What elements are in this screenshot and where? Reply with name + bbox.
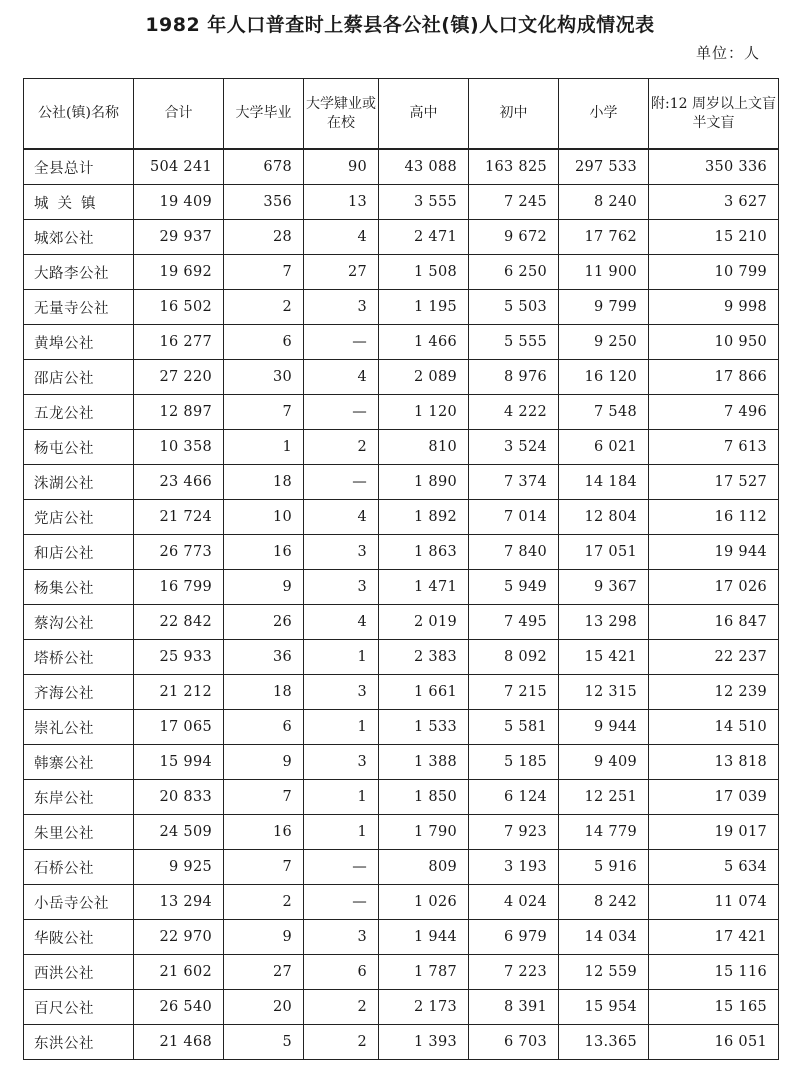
cell-name: 杨屯公社	[24, 430, 134, 465]
cell-college-attending: 2	[304, 430, 379, 465]
table-row	[24, 675, 779, 710]
cell-total: 20 833	[134, 780, 224, 815]
cell-primary: 14 184	[559, 465, 649, 500]
cell-total: 9 925	[134, 850, 224, 885]
cell-college-graduate: 27	[224, 955, 304, 990]
cell-college-graduate: 30	[224, 360, 304, 395]
cell-college-graduate: 16	[224, 535, 304, 570]
cell-total: 16 277	[134, 325, 224, 360]
cell-college-graduate: 28	[224, 220, 304, 255]
cell-primary: 9 409	[559, 745, 649, 780]
cell-name: 大路李公社	[24, 255, 134, 290]
cell-illiterate: 15 116	[649, 955, 779, 990]
table-row	[24, 500, 779, 535]
cell-illiterate: 17 527	[649, 465, 779, 500]
cell-junior-high: 163 825	[469, 149, 559, 185]
cell-total: 24 509	[134, 815, 224, 850]
cell-junior-high: 6 979	[469, 920, 559, 955]
cell-name: 石桥公社	[24, 850, 134, 885]
cell-total: 21 212	[134, 675, 224, 710]
cell-primary: 6 021	[559, 430, 649, 465]
cell-name: 东洪公社	[24, 1025, 134, 1060]
table-row	[24, 640, 779, 675]
cell-illiterate: 17 421	[649, 920, 779, 955]
cell-college-attending: —	[304, 395, 379, 430]
table-row	[24, 325, 779, 360]
cell-illiterate: 16 112	[649, 500, 779, 535]
cell-college-attending: 3	[304, 675, 379, 710]
cell-junior-high: 7 014	[469, 500, 559, 535]
cell-junior-high: 7 923	[469, 815, 559, 850]
cell-junior-high: 3 524	[469, 430, 559, 465]
cell-illiterate: 9 998	[649, 290, 779, 325]
cell-college-attending: 4	[304, 220, 379, 255]
cell-illiterate: 350 336	[649, 149, 779, 185]
cell-college-attending: 4	[304, 605, 379, 640]
cell-college-graduate: 2	[224, 290, 304, 325]
cell-junior-high: 4 222	[469, 395, 559, 430]
column-header-illiterate: 附:12 周岁以上文盲半文盲	[649, 79, 779, 150]
table-row	[24, 395, 779, 430]
cell-college-attending: 3	[304, 745, 379, 780]
column-header-junior-high: 初中	[469, 79, 559, 150]
cell-college-attending: 27	[304, 255, 379, 290]
table-row	[24, 885, 779, 920]
cell-junior-high: 7 374	[469, 465, 559, 500]
cell-college-graduate: 7	[224, 850, 304, 885]
cell-illiterate: 17 866	[649, 360, 779, 395]
table-row	[24, 815, 779, 850]
cell-name: 西洪公社	[24, 955, 134, 990]
cell-college-graduate: 6	[224, 710, 304, 745]
cell-name: 小岳寺公社	[24, 885, 134, 920]
cell-college-graduate: 18	[224, 675, 304, 710]
column-header-primary: 小学	[559, 79, 649, 150]
cell-college-attending: 4	[304, 360, 379, 395]
table-row	[24, 850, 779, 885]
cell-college-attending: 90	[304, 149, 379, 185]
cell-college-attending: 3	[304, 570, 379, 605]
cell-college-graduate: 9	[224, 745, 304, 780]
cell-college-graduate: 6	[224, 325, 304, 360]
table-row	[24, 465, 779, 500]
cell-name: 韩寨公社	[24, 745, 134, 780]
cell-total: 27 220	[134, 360, 224, 395]
cell-college-attending: 4	[304, 500, 379, 535]
cell-junior-high: 3 193	[469, 850, 559, 885]
cell-junior-high: 7 245	[469, 185, 559, 220]
table-header-row	[24, 79, 779, 150]
cell-college-graduate: 20	[224, 990, 304, 1025]
table-row	[24, 430, 779, 465]
cell-name: 城关镇	[24, 185, 134, 220]
table-row	[24, 955, 779, 990]
cell-name: 崇礼公社	[24, 710, 134, 745]
cell-total: 19 692	[134, 255, 224, 290]
table-row	[24, 710, 779, 745]
cell-primary: 12 315	[559, 675, 649, 710]
cell-total: 21 468	[134, 1025, 224, 1060]
cell-name: 塔桥公社	[24, 640, 134, 675]
table-row	[24, 290, 779, 325]
cell-junior-high: 8 391	[469, 990, 559, 1025]
column-header-total: 合计	[134, 79, 224, 150]
cell-total: 23 466	[134, 465, 224, 500]
cell-primary: 8 240	[559, 185, 649, 220]
cell-high-school: 43 088	[379, 149, 469, 185]
cell-college-graduate: 7	[224, 780, 304, 815]
cell-high-school: 1 471	[379, 570, 469, 605]
cell-total: 21 724	[134, 500, 224, 535]
table-title: 1982 年人口普查时上蔡县各公社(镇)人口文化构成情况表	[145, 14, 655, 36]
cell-high-school: 810	[379, 430, 469, 465]
cell-junior-high: 7 215	[469, 675, 559, 710]
cell-primary: 9 250	[559, 325, 649, 360]
cell-name: 和店公社	[24, 535, 134, 570]
cell-primary: 13.365	[559, 1025, 649, 1060]
column-header-college-graduate: 大学毕业	[224, 79, 304, 150]
cell-total: 19 409	[134, 185, 224, 220]
cell-total: 15 994	[134, 745, 224, 780]
cell-illiterate: 17 026	[649, 570, 779, 605]
table-row	[24, 360, 779, 395]
cell-name: 华陂公社	[24, 920, 134, 955]
cell-illiterate: 11 074	[649, 885, 779, 920]
cell-primary: 17 762	[559, 220, 649, 255]
cell-college-graduate: 10	[224, 500, 304, 535]
cell-junior-high: 5 503	[469, 290, 559, 325]
cell-college-graduate: 36	[224, 640, 304, 675]
cell-illiterate: 19 017	[649, 815, 779, 850]
cell-high-school: 2 383	[379, 640, 469, 675]
cell-high-school: 1 533	[379, 710, 469, 745]
unit-label: 单位：人	[695, 44, 760, 62]
cell-college-attending: 1	[304, 815, 379, 850]
table-row	[24, 185, 779, 220]
cell-total: 16 502	[134, 290, 224, 325]
cell-name: 齐海公社	[24, 675, 134, 710]
column-header-high-school: 高中	[379, 79, 469, 150]
cell-high-school: 1 850	[379, 780, 469, 815]
cell-name: 邵店公社	[24, 360, 134, 395]
table-row	[24, 990, 779, 1025]
cell-total: 26 773	[134, 535, 224, 570]
column-header-name: 公社(镇)名称	[24, 79, 134, 150]
cell-name: 五龙公社	[24, 395, 134, 430]
cell-illiterate: 14 510	[649, 710, 779, 745]
cell-high-school: 1 195	[379, 290, 469, 325]
cell-high-school: 1 787	[379, 955, 469, 990]
cell-name: 无量寺公社	[24, 290, 134, 325]
cell-primary: 297 533	[559, 149, 649, 185]
cell-high-school: 2 173	[379, 990, 469, 1025]
table-row	[24, 605, 779, 640]
cell-name: 东岸公社	[24, 780, 134, 815]
cell-college-graduate: 5	[224, 1025, 304, 1060]
cell-junior-high: 5 581	[469, 710, 559, 745]
cell-junior-high: 4 024	[469, 885, 559, 920]
cell-name: 党店公社	[24, 500, 134, 535]
cell-college-attending: 13	[304, 185, 379, 220]
table-row	[24, 780, 779, 815]
cell-illiterate: 16 847	[649, 605, 779, 640]
cell-total: 22 842	[134, 605, 224, 640]
cell-college-graduate: 678	[224, 149, 304, 185]
table-row	[24, 570, 779, 605]
cell-high-school: 1 393	[379, 1025, 469, 1060]
cell-primary: 17 051	[559, 535, 649, 570]
cell-high-school: 3 555	[379, 185, 469, 220]
cell-illiterate: 7 613	[649, 430, 779, 465]
cell-primary: 7 548	[559, 395, 649, 430]
cell-name: 城郊公社	[24, 220, 134, 255]
cell-high-school: 1 790	[379, 815, 469, 850]
cell-high-school: 2 089	[379, 360, 469, 395]
cell-college-graduate: 26	[224, 605, 304, 640]
cell-college-attending: 1	[304, 640, 379, 675]
column-header-college-attending: 大学肄业或在校	[304, 79, 379, 150]
cell-junior-high: 7 495	[469, 605, 559, 640]
cell-college-attending: 2	[304, 990, 379, 1025]
cell-junior-high: 6 250	[469, 255, 559, 290]
population-education-table	[23, 78, 779, 1060]
cell-college-attending: 3	[304, 920, 379, 955]
cell-name: 洙湖公社	[24, 465, 134, 500]
cell-primary: 14 779	[559, 815, 649, 850]
cell-college-attending: —	[304, 885, 379, 920]
cell-primary: 5 916	[559, 850, 649, 885]
table-row	[24, 220, 779, 255]
cell-total: 29 937	[134, 220, 224, 255]
cell-primary: 9 944	[559, 710, 649, 745]
cell-illiterate: 15 165	[649, 990, 779, 1025]
cell-high-school: 1 892	[379, 500, 469, 535]
cell-high-school: 1 508	[379, 255, 469, 290]
cell-primary: 9 799	[559, 290, 649, 325]
cell-illiterate: 13 818	[649, 745, 779, 780]
cell-total: 16 799	[134, 570, 224, 605]
cell-illiterate: 19 944	[649, 535, 779, 570]
cell-illiterate: 22 237	[649, 640, 779, 675]
cell-high-school: 1 863	[379, 535, 469, 570]
cell-junior-high: 5 555	[469, 325, 559, 360]
cell-primary: 12 559	[559, 955, 649, 990]
table-row	[24, 920, 779, 955]
cell-total: 10 358	[134, 430, 224, 465]
cell-total: 22 970	[134, 920, 224, 955]
cell-college-graduate: 9	[224, 920, 304, 955]
cell-high-school: 809	[379, 850, 469, 885]
cell-junior-high: 6 124	[469, 780, 559, 815]
cell-high-school: 1 944	[379, 920, 469, 955]
cell-total: 13 294	[134, 885, 224, 920]
cell-total: 12 897	[134, 395, 224, 430]
cell-high-school: 1 388	[379, 745, 469, 780]
cell-illiterate: 12 239	[649, 675, 779, 710]
cell-name: 全县总计	[24, 149, 134, 185]
cell-college-attending: 1	[304, 710, 379, 745]
cell-junior-high: 7 840	[469, 535, 559, 570]
cell-illiterate: 15 210	[649, 220, 779, 255]
cell-primary: 16 120	[559, 360, 649, 395]
table-row	[24, 149, 779, 185]
cell-college-graduate: 16	[224, 815, 304, 850]
cell-high-school: 2 019	[379, 605, 469, 640]
cell-college-graduate: 2	[224, 885, 304, 920]
cell-primary: 13 298	[559, 605, 649, 640]
cell-illiterate: 17 039	[649, 780, 779, 815]
cell-total: 26 540	[134, 990, 224, 1025]
cell-total: 17 065	[134, 710, 224, 745]
cell-illiterate: 10 799	[649, 255, 779, 290]
cell-name: 蔡沟公社	[24, 605, 134, 640]
cell-illiterate: 10 950	[649, 325, 779, 360]
cell-college-graduate: 356	[224, 185, 304, 220]
cell-primary: 12 804	[559, 500, 649, 535]
cell-junior-high: 9 672	[469, 220, 559, 255]
table-row	[24, 535, 779, 570]
table-row	[24, 1025, 779, 1060]
cell-junior-high: 8 092	[469, 640, 559, 675]
cell-total: 21 602	[134, 955, 224, 990]
cell-name: 黄埠公社	[24, 325, 134, 360]
cell-primary: 8 242	[559, 885, 649, 920]
cell-high-school: 1 120	[379, 395, 469, 430]
cell-total: 504 241	[134, 149, 224, 185]
cell-college-graduate: 9	[224, 570, 304, 605]
cell-total: 25 933	[134, 640, 224, 675]
cell-name: 百尺公社	[24, 990, 134, 1025]
cell-junior-high: 6 703	[469, 1025, 559, 1060]
cell-college-graduate: 7	[224, 255, 304, 290]
cell-high-school: 1 661	[379, 675, 469, 710]
table-row	[24, 745, 779, 780]
cell-junior-high: 5 185	[469, 745, 559, 780]
cell-college-attending: 3	[304, 535, 379, 570]
cell-junior-high: 5 949	[469, 570, 559, 605]
cell-college-attending: 1	[304, 780, 379, 815]
cell-high-school: 1 026	[379, 885, 469, 920]
cell-illiterate: 5 634	[649, 850, 779, 885]
cell-high-school: 1 466	[379, 325, 469, 360]
cell-college-attending: 3	[304, 290, 379, 325]
table-row	[24, 255, 779, 290]
cell-college-attending: —	[304, 325, 379, 360]
cell-primary: 9 367	[559, 570, 649, 605]
cell-illiterate: 7 496	[649, 395, 779, 430]
cell-high-school: 1 890	[379, 465, 469, 500]
cell-primary: 15 421	[559, 640, 649, 675]
cell-primary: 12 251	[559, 780, 649, 815]
cell-junior-high: 8 976	[469, 360, 559, 395]
cell-college-attending: —	[304, 850, 379, 885]
cell-primary: 14 034	[559, 920, 649, 955]
cell-junior-high: 7 223	[469, 955, 559, 990]
cell-name: 杨集公社	[24, 570, 134, 605]
cell-primary: 15 954	[559, 990, 649, 1025]
table-body	[24, 149, 779, 1060]
cell-college-attending: —	[304, 465, 379, 500]
cell-college-graduate: 18	[224, 465, 304, 500]
cell-college-attending: 2	[304, 1025, 379, 1060]
cell-college-attending: 6	[304, 955, 379, 990]
cell-illiterate: 16 051	[649, 1025, 779, 1060]
cell-high-school: 2 471	[379, 220, 469, 255]
cell-college-graduate: 7	[224, 395, 304, 430]
cell-illiterate: 3 627	[649, 185, 779, 220]
cell-college-graduate: 1	[224, 430, 304, 465]
cell-name: 朱里公社	[24, 815, 134, 850]
cell-primary: 11 900	[559, 255, 649, 290]
